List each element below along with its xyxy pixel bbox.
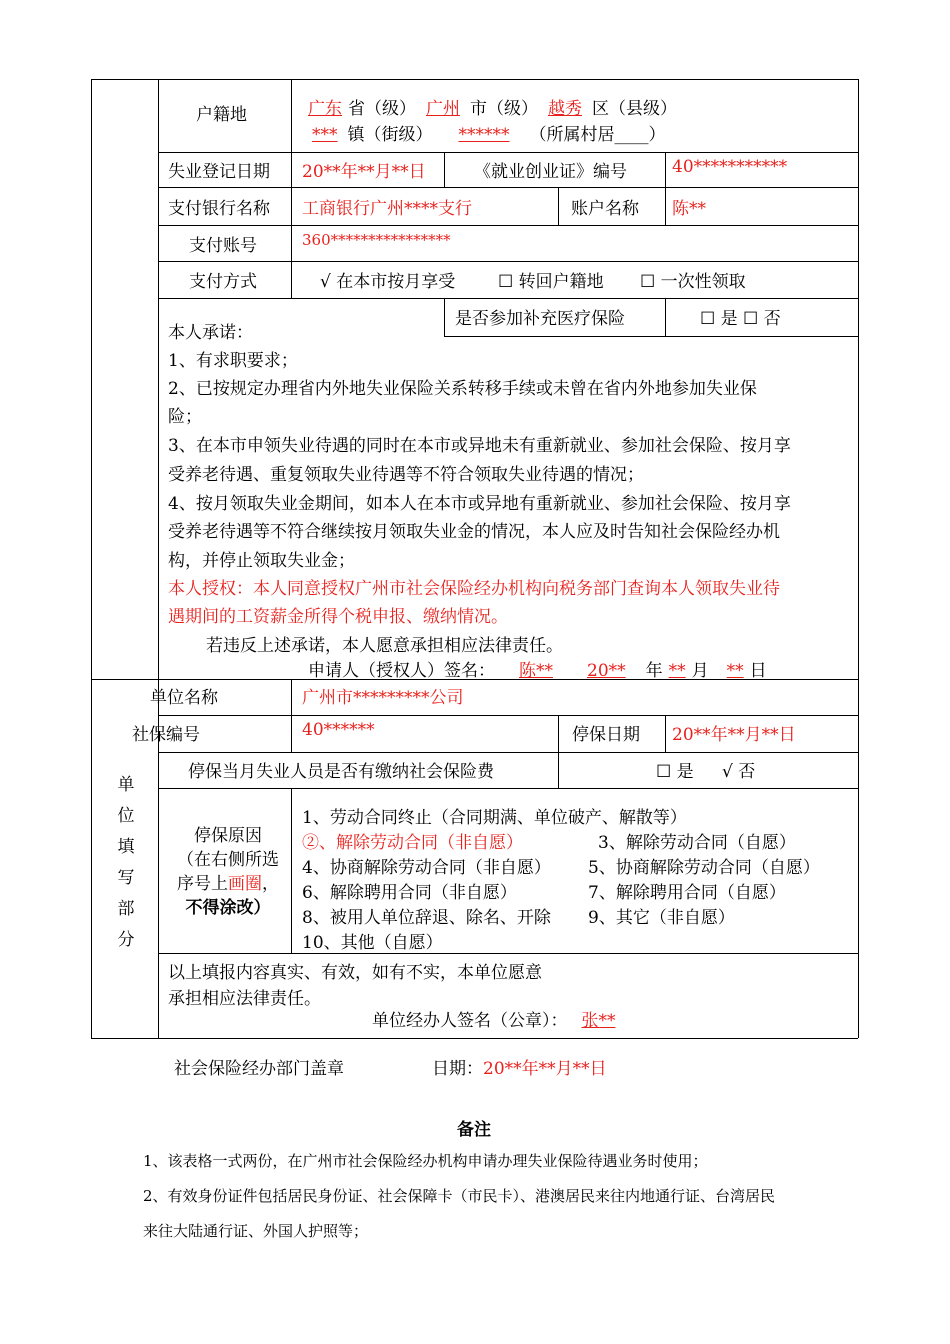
reason-6[interactable]: 6、解除聘用合同（非自愿） [302, 883, 517, 903]
signature-day[interactable]: ** [726, 661, 744, 681]
bank-name-value[interactable]: 工商银行广州****支行 [302, 199, 472, 219]
method-option-monthly[interactable]: √ 在本市按月享受 [320, 272, 456, 292]
household-district[interactable]: 越秀 [548, 99, 582, 119]
promise-title: 本人承诺： [168, 323, 253, 343]
promise-violation: 若违反上述承诺，本人愿意承担相应法律责任。 [206, 636, 563, 656]
insurance-options[interactable]: ☐ 是 ☐ 否 [700, 309, 781, 329]
unit-declaration-line2: 承担相应法律责任。 [168, 989, 321, 1009]
promise-line2b: 险； [168, 407, 202, 427]
note-2a: 2、有效身份证件包括居民身份证、社会保障卡（市民卡）、港澳居民来往内地通行证、台湾居民 [143, 1187, 776, 1205]
paid-option-yes[interactable]: ☐ 是 [656, 762, 694, 782]
reg-date-label: 失业登记日期 [168, 162, 270, 182]
seal-label: 社会保险经办部门盖章 [174, 1059, 344, 1079]
reason-3[interactable]: 3、解除劳动合同（自愿） [598, 833, 796, 853]
account-value[interactable]: 360**************** [302, 231, 451, 249]
signature-month[interactable]: ** [668, 661, 686, 681]
reg-date-value[interactable]: 20**年**月**日 [302, 162, 426, 182]
unit-handler-row [372, 1006, 620, 1031]
authorization-line1: 本人授权：本人同意授权广州市社会保险经办机构向税务部门查询本人领取失业待 [168, 579, 780, 599]
household-province[interactable]: 广东 [308, 99, 342, 119]
household-label: 户籍地 [196, 105, 247, 125]
promise-line4a: 4、按月领取失业金期间，如本人在本市或异地有重新就业、参加社会保险、按月享 [168, 494, 791, 514]
promise-line2a: 2、已按规定办理省内外地失业保险关系转移手续或未曾在省内外地参加失业保 [168, 379, 757, 399]
unit-handler-label: 单位经办人签名（公章）： [372, 1011, 568, 1031]
reason-10[interactable]: 10、其他（自愿） [302, 933, 443, 953]
stop-date-value[interactable]: 20**年**月**日 [672, 725, 796, 745]
signature-year[interactable]: 20** [587, 661, 626, 681]
reason-9[interactable]: 9、其它（非自愿） [588, 908, 735, 928]
cert-value[interactable]: 40*********** [672, 157, 788, 177]
footer-date-value[interactable]: 20**年**月**日 [483, 1059, 607, 1079]
reason-5[interactable]: 5、协商解除劳动合同（自愿） [588, 858, 820, 878]
account-label: 支付账号 [189, 236, 257, 256]
footer-date: 日期：20**年**月**日 [432, 1059, 607, 1079]
reason-1[interactable]: 1、劳动合同终止（合同期满、单位破产、解散等） [302, 808, 687, 828]
household-village[interactable]: ****** [458, 125, 510, 145]
promise-line4b: 受养老待遇等不符合继续按月领取失业金的情况，本人应及时告知社会保险经办机 [168, 522, 780, 542]
reason-2[interactable]: ②、解除劳动合同（非自愿） [302, 833, 523, 853]
account-holder-label: 账户名称 [571, 199, 639, 219]
household-city[interactable]: 广州 [426, 99, 460, 119]
social-code-label: 社保编号 [132, 725, 200, 745]
notes-title: 备注 [457, 1120, 491, 1140]
note-2b: 来往大陆通行证、外国人护照等； [143, 1222, 369, 1240]
household-line2: *** 镇（街级） ****** （所属村居____） [302, 120, 666, 145]
method-option-transfer[interactable]: ☐ 转回户籍地 [498, 272, 604, 292]
method-option-lump[interactable]: ☐ 一次性领取 [640, 272, 746, 292]
unit-declaration-line1: 以上填报内容真实、有效，如有不实，本单位愿意 [168, 963, 542, 983]
paid-question-label: 停保当月失业人员是否有缴纳社会保险费 [188, 762, 494, 782]
signature-name[interactable]: 陈** [519, 661, 553, 681]
promise-line4c: 构，并停止领取失业金； [168, 551, 355, 571]
stop-date-label: 停保日期 [572, 725, 640, 745]
unit-name-label: 单位名称 [150, 688, 218, 708]
paid-option-no[interactable]: √ 否 [722, 762, 756, 782]
account-holder-value[interactable]: 陈** [672, 199, 706, 219]
reason-4[interactable]: 4、协商解除劳动合同（非自愿） [302, 858, 551, 878]
social-code-value[interactable]: 40****** [302, 720, 375, 740]
bank-name-label: 支付银行名称 [168, 199, 270, 219]
promise-line3b: 受养老待遇、重复领取失业待遇等不符合领取失业待遇的情况； [168, 465, 644, 485]
authorization-line2: 遇期间的工资薪金所得个税申报、缴纳情况。 [168, 607, 508, 627]
household-town[interactable]: *** [312, 125, 338, 145]
promise-line3a: 3、在本市申领失业待遇的同时在本市或异地未有重新就业、参加社会保险、按月享 [168, 436, 791, 456]
promise-line1: 1、有求职要求； [168, 351, 298, 371]
reason-8[interactable]: 8、被用人单位辞退、除名、开除 [302, 908, 551, 928]
note-1: 1、该表格一式两份，在广州市社会保险经办机构申请办理失业保险待遇业务时使用； [143, 1152, 708, 1170]
unit-side-label: 单 位 填 写 部 分 [117, 775, 135, 950]
reason-7[interactable]: 7、解除聘用合同（自愿） [588, 883, 786, 903]
signature-label: 申请人（授权人）签名： [308, 661, 495, 681]
cert-label: 《就业创业证》编号 [474, 162, 627, 182]
applicant-signature-row: 申请人（授权人）签名： 陈** 20** 年 ** 月 ** 日 [308, 661, 767, 681]
unit-name-value[interactable]: 广州市*********公司 [302, 688, 464, 708]
stop-reason-label: 停保原因 （在右侧所选 序号上画圈， 不得涂改） [177, 826, 279, 918]
method-label: 支付方式 [189, 272, 257, 292]
insurance-label: 是否参加补充医疗保险 [455, 309, 625, 329]
unit-handler-value[interactable]: 张** [581, 1011, 616, 1031]
household-line1: 广东 省（级） 广州 市（级） 越秀 区（县级） [302, 94, 677, 119]
